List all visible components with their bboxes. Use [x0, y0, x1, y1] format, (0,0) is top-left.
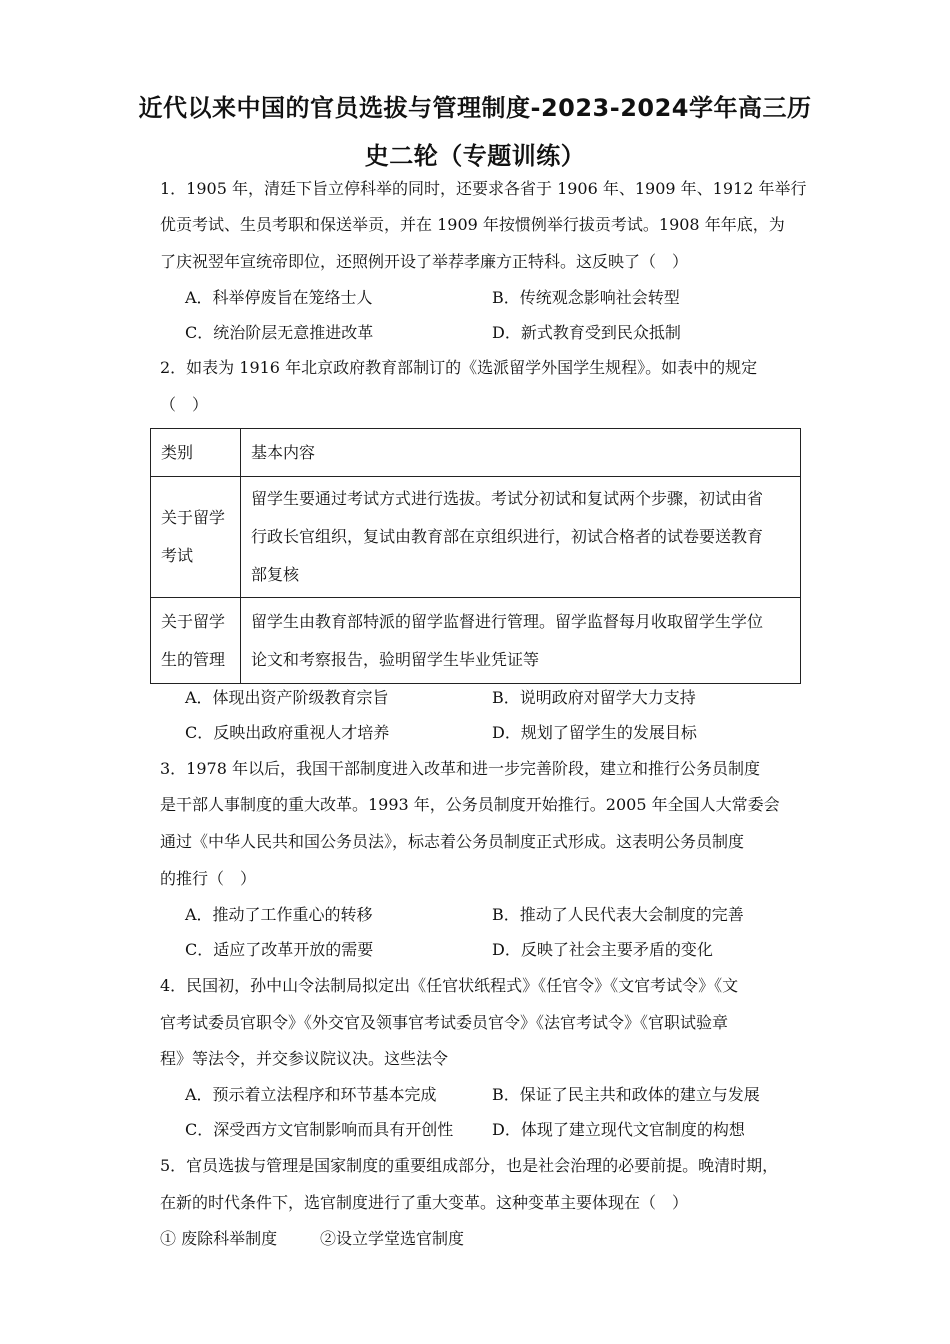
- table-row-1-category-line-1: 关于留学: [161, 508, 226, 527]
- question-3-line-1: 3．1978 年以后，我国干部制度进入改革和进一步完善阶段，建立和推行公务员制度: [160, 759, 760, 778]
- question-3-option-c: C．适应了改革开放的需要: [185, 940, 374, 959]
- table-row-1-content-line-3: 部复核: [251, 565, 300, 584]
- question-4-line-1: 4．民国初，孙中山令法制局拟定出《任官状纸程式》《任官令》《文官考试令》《文: [160, 976, 739, 995]
- table-row: [151, 477, 801, 598]
- table-row-1-category: [151, 477, 241, 598]
- table-row-2-category-line-1: 关于留学: [161, 611, 226, 631]
- page-title-line-1: 近代以来中国的官员选拔与管理制度-2023-2024学年高三历: [138, 94, 812, 122]
- question-1-option-a: A．科举停废旨在笼络士人: [185, 288, 373, 307]
- table-row-2-category: [151, 598, 241, 684]
- question-5-line-1: 5．官员选拔与管理是国家制度的重要组成部分，也是社会治理的必要前提。晚清时期，: [160, 1156, 779, 1175]
- page-title-line-2: 史二轮（专题训练）: [364, 142, 586, 170]
- question-2-option-a: A．体现出资产阶级教育宗旨: [185, 688, 389, 707]
- table-row-2-content-line-2: 论文和考察报告，验明留学生毕业凭证等: [251, 649, 540, 669]
- table-row-1-content: [241, 477, 801, 598]
- table-row: [151, 598, 801, 684]
- table-header-content: 基本内容: [241, 429, 801, 477]
- question-5-item-2: ②设立学堂选官制度: [320, 1229, 465, 1248]
- question-1-option-b: B．传统观念影响社会转型: [492, 288, 680, 307]
- question-3-option-b: B．推动了人民代表大会制度的完善: [492, 905, 744, 924]
- question-1-line-3: 了庆祝翌年宣统帝即位，还照例开设了举荐孝廉方正特科。这反映了（ ）: [160, 252, 689, 271]
- table-row-1-content-line-1: 留学生要通过考试方式进行选拔。考试分初试和复试两个步骤，初试由省: [251, 489, 764, 508]
- question-2-option-c: C．反映出政府重视人才培养: [185, 723, 390, 742]
- question-4-line-2: 官考试委员官职令》《外交官及领事官考试委员官令》《法官考试令》《官职试验章: [160, 1013, 729, 1032]
- table-row-1-category-line-2: 考试: [161, 546, 194, 565]
- regulation-table: [150, 428, 801, 684]
- question-3-line-3: 通过《中华人民共和国公务员法》，标志着公务员制度正式形成。这表明公务员制度: [160, 832, 745, 851]
- question-2-option-d: D．规划了留学生的发展目标: [492, 723, 697, 742]
- question-1-line-1: 1．1905 年，清廷下旨立停科举的同时，还要求各省于 1906 年、1909 年、1912 年举行: [160, 179, 807, 198]
- question-2-line-2: （ ）: [160, 395, 209, 414]
- question-3-line-2: 是干部人事制度的重大改革。1993 年，公务员制度开始推行。2005 年全国人大常委会: [160, 795, 780, 814]
- question-1-line-2: 优贡考试、生员考职和保送举贡，并在 1909 年按惯例举行拔贡考试。1908 年年底，为: [160, 215, 785, 234]
- question-2-option-b: B．说明政府对留学大力支持: [492, 688, 696, 707]
- question-1-option-c: C．统治阶层无意推进改革: [185, 323, 374, 342]
- table-header-category: 类别: [151, 429, 241, 477]
- question-3-option-a: A．推动了工作重心的转移: [185, 905, 373, 924]
- question-4-option-a: A．预示着立法程序和环节基本完成: [185, 1085, 437, 1104]
- question-4-option-c: C．深受西方文官制影响而具有开创性: [185, 1120, 454, 1139]
- question-4-option-b: B．保证了民主共和政体的建立与发展: [492, 1085, 760, 1104]
- table-row-2-content: [241, 598, 801, 684]
- question-4-option-d: D．体现了建立现代文官制度的构想: [492, 1120, 745, 1139]
- question-4-line-3: 程》等法令，并交参议院议决。这些法令: [160, 1049, 449, 1068]
- question-2-line-1: 2．如表为 1916 年北京政府教育部制订的《选派留学外国学生规程》。如表中的规定: [160, 358, 758, 377]
- question-5-line-2: 在新的时代条件下，选官制度进行了重大变革。这种变革主要体现在（ ）: [160, 1193, 689, 1212]
- question-5-item-1: ① 废除科举制度: [160, 1229, 278, 1248]
- table-row-2-content-line-1: 留学生由教育部特派的留学监督进行管理。留学监督每月收取留学生学位: [251, 611, 764, 631]
- question-3-option-d: D．反映了社会主要矛盾的变化: [492, 940, 713, 959]
- table-header-row: [151, 429, 801, 477]
- table-row-2-category-line-2: 生的管理: [161, 649, 226, 669]
- question-1-option-d: D．新式教育受到民众抵制: [492, 323, 681, 342]
- question-3-line-4: 的推行（ ）: [160, 869, 257, 888]
- table-row-1-content-line-2: 行政长官组织，复试由教育部在京组织进行，初试合格者的试卷要送教育: [251, 527, 764, 546]
